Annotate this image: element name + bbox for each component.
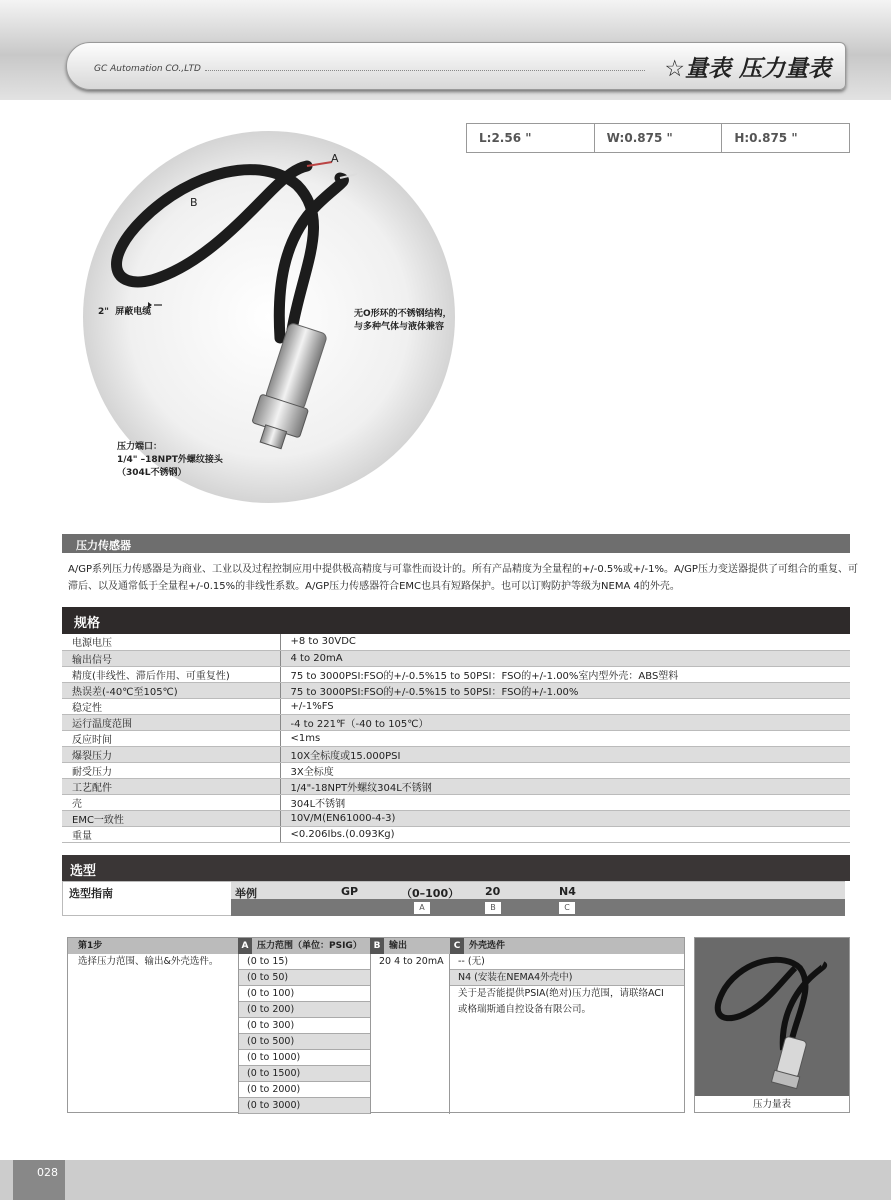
spec-value: 4 to 20mA [280, 650, 850, 666]
spec-key: 输出信号 [62, 650, 280, 666]
product-thumbnail-image [695, 938, 849, 1096]
spec-key: 精度(非线性、滞后作用、可重复性) [62, 666, 280, 682]
spec-row [62, 634, 850, 650]
footer-band [0, 1160, 891, 1200]
dimensions-box [466, 123, 850, 153]
spec-value: 304L不锈钢 [280, 794, 850, 810]
range-header: A 压力范围（单位：PSIG） [238, 938, 370, 954]
spec-row [62, 778, 850, 794]
option-item: (0 to 1500) [239, 1066, 370, 1082]
height-value: H:0.875 " [734, 131, 798, 145]
example-part: GP [341, 885, 359, 898]
spec-value: 10V/M(EN61000-4-3) [280, 810, 850, 826]
spec-row [62, 810, 850, 826]
option-item: 或格瑞斯通自控设备有限公司。 [458, 1004, 592, 1015]
guide-label: 选型指南 [69, 887, 113, 900]
spec-value: <1ms [280, 730, 850, 746]
spec-key: 耐受压力 [62, 762, 280, 778]
spec-key: 电源电压 [62, 634, 280, 650]
sensor-section-title: 压力传感器 [62, 534, 850, 553]
header-dotted-line [205, 70, 645, 71]
port-annotation: 压力端口： 1/4" –18NPT外螺纹接头 （304L不锈钢） [117, 442, 223, 478]
spec-row [62, 746, 850, 762]
housing-options [450, 954, 684, 1018]
spec-value: -4 to 221℉（-40 to 105℃） [280, 714, 850, 730]
option-item: 关于是否能提供PSIA(绝对)压力范围，请联络ACI [458, 988, 664, 999]
selection-table [67, 937, 685, 1113]
option-item: (0 to 300) [239, 1018, 370, 1034]
page-number: 028 [13, 1160, 65, 1200]
spec-value: 75 to 3000PSI:FSO的+/-0.5%15 to 50PSI：FSO的+/-1.00%室内型外壳：ABS塑料 [280, 666, 850, 682]
spec-row [62, 698, 850, 714]
option-item: (0 to 3000) [239, 1098, 370, 1114]
spec-key: 运行温度范围 [62, 714, 280, 730]
step-description: 选择压力范围、输出&外壳选件。 [78, 956, 219, 967]
spec-section-title: 规格 [62, 607, 850, 634]
part-tag: C [559, 902, 575, 914]
spec-row [62, 730, 850, 746]
spec-key: 壳 [62, 794, 280, 810]
spec-row [62, 666, 850, 682]
label-a: A [331, 152, 339, 165]
spec-row [62, 682, 850, 698]
part-tag: A [414, 902, 430, 914]
spec-value: +8 to 30VDC [280, 634, 850, 650]
spec-key: 热误差(-40℃至105℃) [62, 682, 280, 698]
option-item: (0 to 1000) [239, 1050, 370, 1066]
step-header: 第1步 [68, 938, 238, 954]
spec-value: 3X全标度 [280, 762, 850, 778]
label-b: B [190, 196, 198, 209]
example-part: N4 [559, 885, 576, 898]
option-item: (0 to 15) [239, 954, 370, 970]
width-value: W:0.875 " [595, 124, 723, 152]
spec-table [62, 634, 850, 843]
structure-annotation: 无O形环的不锈钢结构， 与多种气体与液体兼容 [354, 309, 452, 332]
thumbnail-caption: 压力量表 [752, 1099, 791, 1110]
model-guide [62, 881, 845, 916]
spec-value: <0.206Ibs.(0.093Kg) [280, 826, 850, 842]
option-item: (0 to 2000) [239, 1082, 370, 1098]
option-item: (0 to 50) [239, 970, 370, 986]
length-value: L:2.56 " [467, 124, 595, 152]
spec-row [62, 794, 850, 810]
spec-row [62, 762, 850, 778]
spec-key: 反应时间 [62, 730, 280, 746]
spec-value: 10X全标度或15.000PSI [280, 746, 850, 762]
option-item: (0 to 500) [239, 1034, 370, 1050]
model-section-title: 选型 [62, 855, 850, 881]
spec-key: 稳定性 [62, 698, 280, 714]
spec-row [62, 650, 850, 666]
option-item: -- (无) [450, 954, 684, 970]
output-header: B 输出 [370, 938, 450, 954]
example-label: 举例 [235, 887, 257, 900]
spec-key: EMC一致性 [62, 810, 280, 826]
example-part: （0–100） [401, 887, 460, 900]
company-name: GC Automation CO.,LTD [94, 64, 201, 74]
spec-row [62, 826, 850, 842]
spec-row [62, 714, 850, 730]
housing-header: C 外壳选件 [450, 938, 684, 954]
spec-key: 工艺配件 [62, 778, 280, 794]
spec-key: 重量 [62, 826, 280, 842]
sensor-description: A/GP系列压力传感器是为商业、工业以及过程控制应用中提供极高精度与可靠性而设计的。所有产品精度为全量程的+/-0.5%或+/-1%。A/GP压力变送器提供了可组合的重复、可滞后、以及通常低于全量程+/-0.15%的非线性系数。A/GP压力传感器符合EMC也具有短路保护。也可以订购防护等级为NEMA 4的外壳。 [68, 564, 858, 592]
cable-annotation: 2" 屏蔽电缆 [98, 307, 152, 317]
spec-value: 75 to 3000PSI:FSO的+/-0.5%15 to 50PSI：FSO的+/-1.00% [280, 682, 850, 698]
option-item: (0 to 200) [239, 1002, 370, 1018]
product-thumbnail [694, 937, 850, 1113]
spec-value: +/-1%FS [280, 698, 850, 714]
page-title: ☆量表 压力量表 [664, 56, 831, 82]
output-options [370, 954, 450, 1114]
option-item: N4 (安装在NEMA4外壳中) [450, 970, 684, 986]
part-tag: B [485, 902, 501, 914]
spec-key: 爆裂压力 [62, 746, 280, 762]
option-item: 20 4 to 20mA [379, 956, 444, 967]
spec-value: 1/4"-18NPT外螺纹304L不锈钢 [280, 778, 850, 794]
range-options [238, 954, 370, 1114]
example-part: 20 [485, 885, 501, 898]
option-item: (0 to 100) [239, 986, 370, 1002]
